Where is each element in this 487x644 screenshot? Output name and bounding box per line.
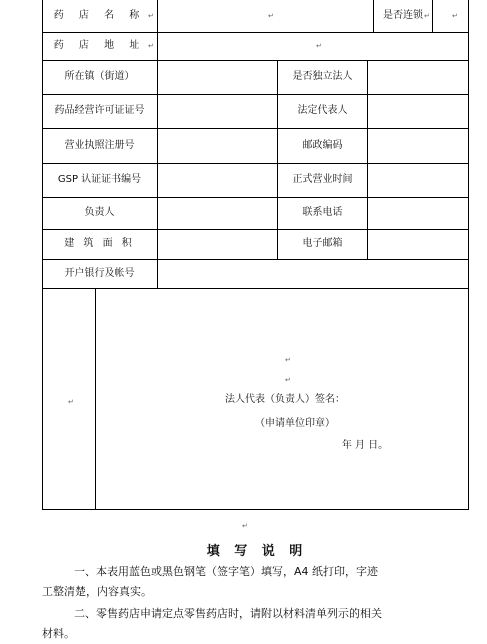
- date-label: 年 月 日。: [341, 440, 389, 451]
- pharmacy-name-field[interactable]: [158, 0, 373, 32]
- drug-license-field[interactable]: [158, 94, 277, 128]
- paragraph-mark: ↵: [148, 12, 154, 20]
- town-label: 所在镇（街道）: [64, 71, 135, 82]
- paragraph-mark: ↵: [316, 42, 322, 50]
- paragraph-mark: ↵: [268, 12, 274, 20]
- bank-account-label: 开户银行及帐号: [64, 267, 135, 279]
- town-field[interactable]: [158, 60, 277, 94]
- drug-license-label: 药品经营许可证证号: [54, 105, 145, 116]
- pharmacy-address-label: 药 店 地 址: [53, 40, 146, 51]
- email-label: 电子邮箱: [302, 238, 343, 249]
- gsp-certificate-label: GSP 认证证书编号: [57, 174, 142, 185]
- instruction-item-2-line-1: 二、零售药店申请定点零售药店时，请附以材料清单列示的相关: [74, 607, 382, 620]
- paragraph-mark: ↵: [242, 522, 248, 530]
- independent-legal-person-label: 是否独立法人: [292, 71, 353, 82]
- manager-label: 负责人: [84, 207, 115, 218]
- business-license-label: 营业执照注册号: [64, 139, 135, 151]
- seal-label: （申请单位印章）: [255, 418, 335, 429]
- instructions-title: 填 写 说 明: [206, 544, 308, 559]
- building-area-label: 建 筑 面 积: [64, 238, 135, 249]
- phone-label: 联系电话: [302, 207, 343, 218]
- paragraph-mark: ↵: [148, 42, 154, 50]
- row-divider: [42, 288, 469, 289]
- opening-time-label: 正式营业时间: [292, 174, 353, 185]
- paragraph-mark: ↵: [452, 12, 458, 20]
- manager-field[interactable]: [158, 197, 277, 229]
- instruction-item-1-line-1: 一、本表用蓝色或黑色钢笔（签字笔）填写，A4 纸打印，字迹: [74, 565, 379, 578]
- building-area-field[interactable]: [158, 229, 277, 259]
- signature-label: 法人代表（负责人）签名：: [225, 394, 345, 405]
- col-divider: [95, 288, 96, 510]
- paragraph-mark: ↵: [285, 356, 291, 364]
- independent-legal-person-field[interactable]: [368, 60, 469, 94]
- bank-account-field[interactable]: [158, 259, 469, 288]
- chain-field[interactable]: [433, 0, 469, 32]
- business-license-field[interactable]: [158, 128, 277, 163]
- paragraph-mark: ↵: [285, 376, 291, 384]
- chain-label: 是否连锁: [383, 10, 423, 21]
- gsp-certificate-field[interactable]: [158, 163, 277, 197]
- paragraph-mark: ↵: [424, 12, 430, 20]
- pharmacy-name-label: 药 店 名 称: [53, 10, 146, 21]
- legal-representative-label: 法定代表人: [297, 105, 348, 116]
- instruction-item-2-line-2: 材料。: [42, 627, 75, 640]
- email-field[interactable]: [368, 229, 469, 259]
- postcode-field[interactable]: [368, 128, 469, 163]
- opening-time-field[interactable]: [368, 163, 469, 197]
- phone-field[interactable]: [368, 197, 469, 229]
- instruction-item-1-line-2: 工整清楚，内容真实。: [42, 585, 152, 598]
- paragraph-mark: ↵: [68, 398, 74, 406]
- pharmacy-address-field[interactable]: [158, 32, 469, 60]
- legal-representative-field[interactable]: [368, 94, 469, 128]
- postcode-label: 邮政编码: [302, 139, 343, 151]
